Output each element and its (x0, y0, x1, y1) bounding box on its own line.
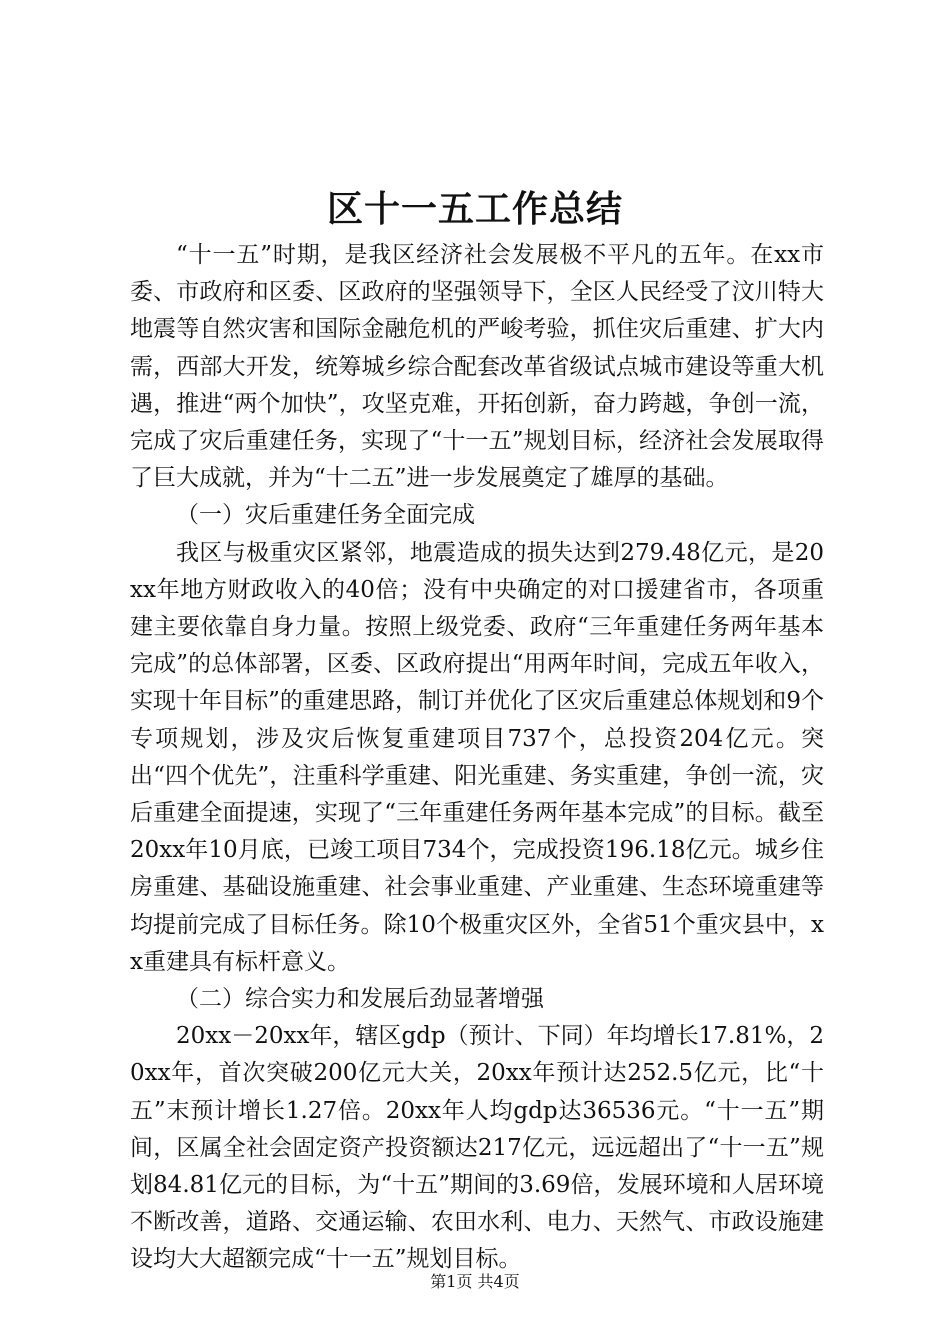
document-title: 区十一五工作总结 (326, 188, 623, 230)
section-heading-2: （二）综合实力和发展后劲显著增强 (176, 986, 544, 1013)
intro-paragraph: “十一五”时期，是我区经济社会发展极不平凡的五年。在xx市委、市政府和区委、区政府的坚强领导下，全区人民经受了汶川特大地震等自然灾害和国际金融危机的严峻考验，抓住灾后重建、扩大内需，西部大开发，统筹城乡综合配套改革省级试点城市建设等重大机遇，推进“两个加快”，攻坚克难，开拓创新，奋力跨越，争创一流，完成了灾后重建任务，实现了“十一五”规划目标，经济社会发展取得了巨大成就，并为“十二五”进一步发展奠定了雄厚的基础。 (130, 242, 824, 492)
page-number-footer: 第1页 共4页 (430, 1272, 520, 1291)
document-body (130, 237, 824, 1279)
section-heading-1: （一）灾后重建任务全面完成 (176, 502, 475, 529)
section-2-paragraph: 20xx－20xx年，辖区gdp（预计、下同）年均增长17.81%，20xx年，首次突破200亿元大关，20xx年预计达252.5亿元，比“十五”末预计增长1.27倍。20xx年人均gdp达36536元。“十一五”期间，区属全社会固定资产投资额达217亿元，远远超出了“十一五”规划84.81亿元的目标，为“十五”期间的3.69倍，发展环境和人居环境不断改善，道路、交通运输、农田水利、电力、天然气、市政设施建设均大大超额完成“十一五”规划目标。 (130, 1023, 824, 1273)
section-1-paragraph: 我区与极重灾区紧邻，地震造成的损失达到279.48亿元，是20xx年地方财政收入的40倍；没有中央确定的对口援建省市，各项重建主要依靠自身力量。按照上级党委、政府“三年重建任务两年基本完成”的总体部署，区委、区政府提出“用两年时间，完成五年收入，实现十年目标”的重建思路，制订并优化了区灾后重建总体规划和9个专项规划，涉及灾后恢复重建项目737个，总投资204亿元。突出“四个优先”，注重科学重建、阳光重建、务实重建，争创一流，灾后重建全面提速，实现了“三年重建任务两年基本完成”的目标。截至20xx年10月底，已竣工项目734个，完成投资196.18亿元。城乡住房重建、基础设施重建、社会事业重建、产业重建、生态环境重建等均提前完成了目标任务。除10个极重灾区外，全省51个重灾县中，xx重建具有标杆意义。 (130, 539, 824, 975)
